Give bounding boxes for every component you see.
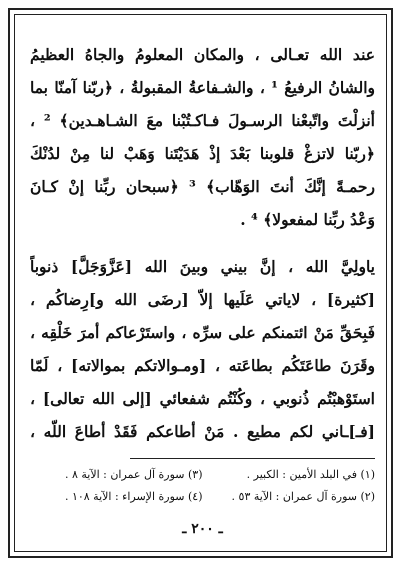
- text-line: [فـ]ـاني لكم مطيع . مَنْ أطاعكم فَقَدْ أطاعَ اللّه ،: [30, 422, 375, 441]
- footnote-row: [30, 464, 375, 486]
- main-text: [30, 38, 375, 448]
- footnote: (١) في البلد الأمين : الكبير .: [246, 468, 375, 481]
- text-line: ياولِيَّ الله ، إنَّ بيني وبينَ الله [عَزَّوَجَلَّ] ذنوباً: [30, 257, 375, 276]
- text-line: [كثيرة] ، لاياتي عَلَيها إلاّ [رضَى الله و]رِضاكُم ،: [30, 290, 375, 309]
- footnote: (٢) سورة آل عمران : الآية ٥٣ .: [231, 490, 375, 503]
- footnote: (٤) سورة الإسراء : الآية ١٠٨ .: [64, 490, 203, 503]
- text-line: رحمـةً إنَّكَ أنتَ الوَهّاب﴾ ³ ﴿سبحان ربِّنا إنْ كـانَ: [30, 177, 375, 196]
- footnote: (٣) سورة آل عمران : الآية ٨ .: [64, 468, 203, 481]
- text-line: فَبِحَقِّ مَنْ ائتمنكم على سرِّه ، واستَرْعاكم أمرَ خَلْقِه ،: [30, 323, 375, 342]
- text-line: استَوْهبْتُم ذُنوبي ، وكُنْتُم شفعائي [إلى الله تعالى] ،: [30, 389, 375, 408]
- text-line: وقَرَنَ طاعَتَكُم بطاعَته ، [ومـوالاتكم بموالاته] ، لَمّا: [30, 356, 375, 375]
- text-line: والشانُ الرفيعُ ¹ ، والشـفاعةُ المقبولةُ ، ﴿ربّنا آمنّا بما: [30, 78, 375, 97]
- text-line: ﴿ربّنا لاتزغْ قلوبنا بَعْدَ إذْ هَدَيْتَنا وَهَبْ لنا مِنْ لدُنْكَ: [30, 144, 375, 163]
- text-line: أنزلْتَ واتّبعْنا الرسـولَ فـاكـتُبْنا معَ الشـاهـدين﴾ ² ،: [30, 111, 375, 130]
- text-line: عند الله تعـالى ، والمكان المعلومُ والجاهُ العظيمُ: [30, 45, 375, 64]
- footnote-row: [30, 486, 375, 508]
- footnotes: [30, 464, 375, 508]
- footnote-divider: [130, 458, 375, 459]
- page-number: ـ ٢٠٠ ـ: [182, 521, 223, 537]
- text-line: وَعْدُ ربِّنا لمفعولا﴾ ⁴ .: [240, 210, 375, 229]
